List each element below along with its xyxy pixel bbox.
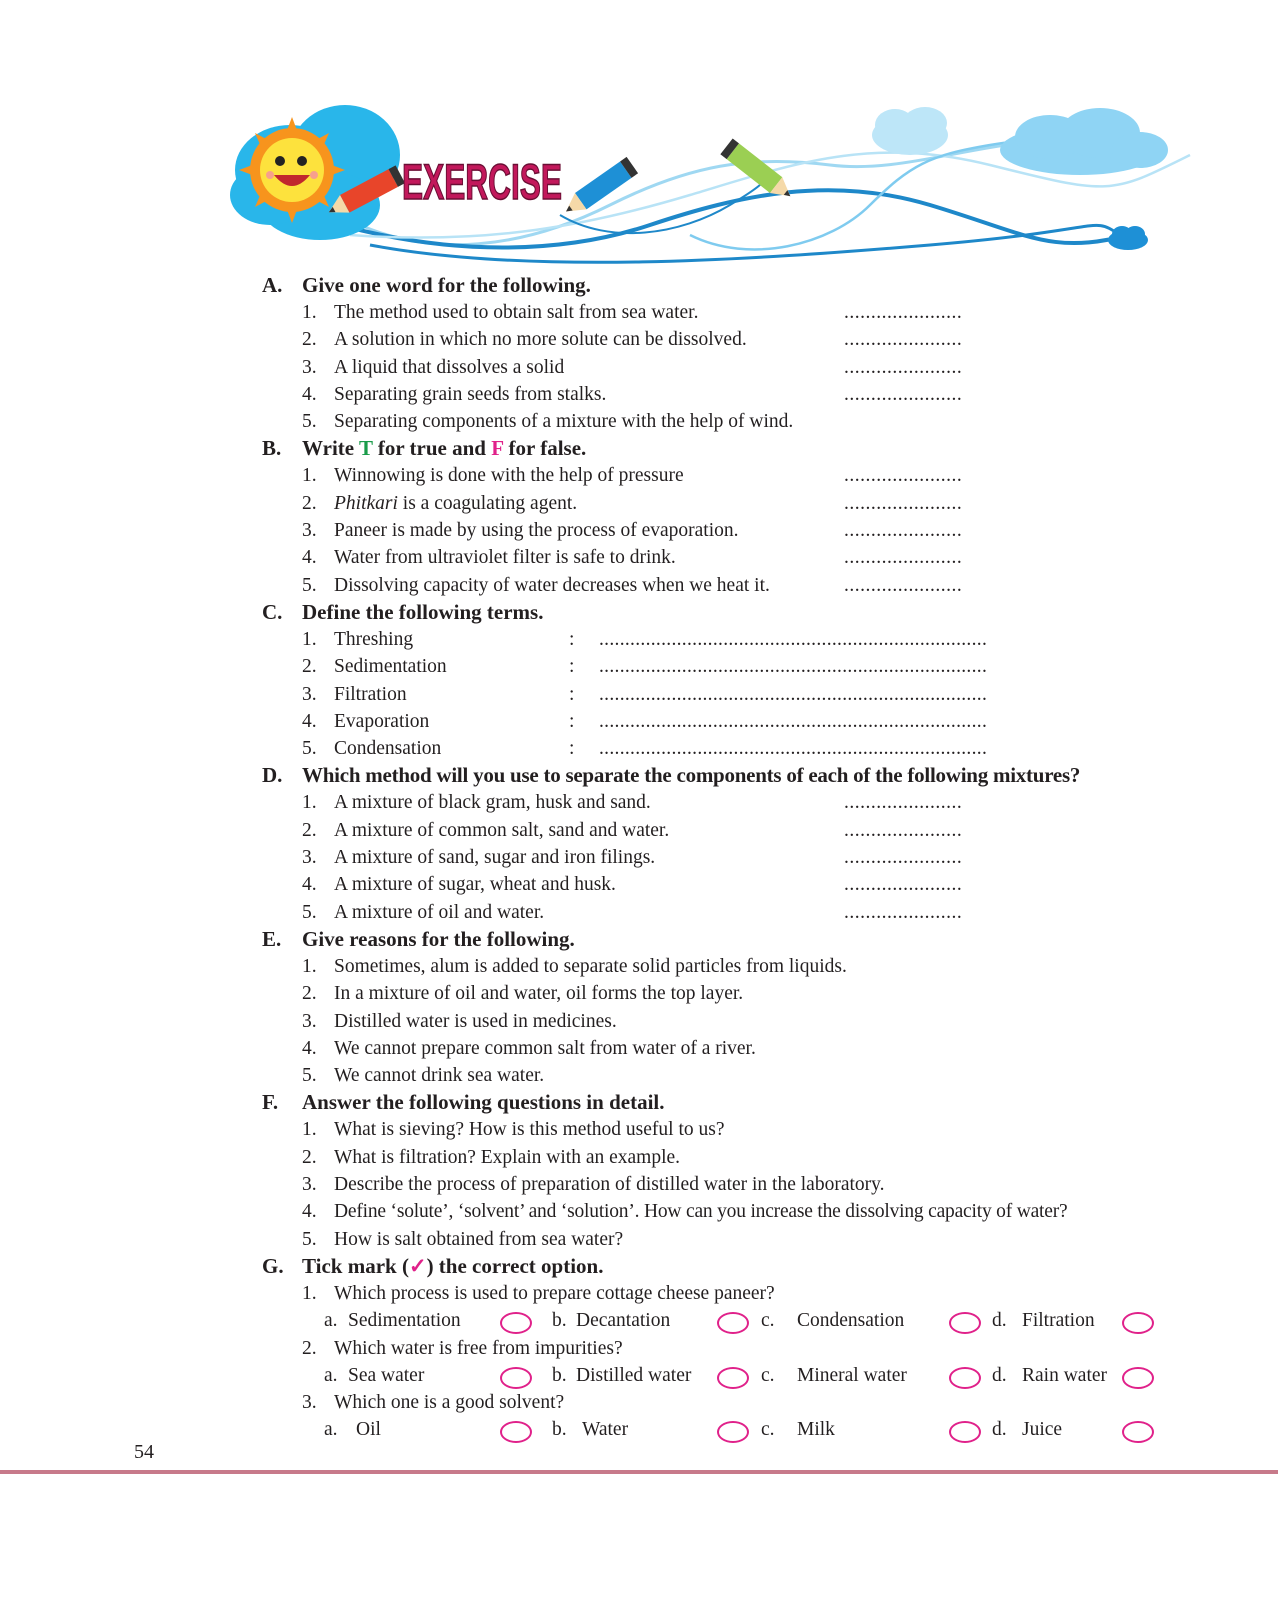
option-text: Oil <box>356 1419 381 1441</box>
question-text: Which process is used to prepare cottage cheese paneer? <box>334 1282 775 1304</box>
option-letter: d. <box>992 1419 1007 1441</box>
option-letter: d. <box>992 1364 1007 1386</box>
option-letter: a. <box>324 1364 338 1386</box>
exercise-banner <box>230 95 1220 275</box>
item-number: 2. <box>302 492 317 514</box>
option-text: Milk <box>797 1419 835 1441</box>
question-text: A mixture of common salt, sand and water. <box>334 819 670 841</box>
option-letter: a. <box>324 1419 338 1441</box>
bottom-rule <box>0 1470 1278 1474</box>
question-text: A mixture of black gram, husk and sand. <box>334 792 651 814</box>
section-f-heading <box>262 1089 1222 1116</box>
option-c[interactable] <box>761 1362 907 1389</box>
list-item <box>262 871 1222 898</box>
list-item <box>262 1116 1222 1143</box>
item-number: 1. <box>302 302 317 323</box>
answer-line[interactable]: ........................................................................... <box>599 628 988 650</box>
term-text: Threshing <box>334 628 414 650</box>
option-letter: c. <box>761 1364 775 1386</box>
item-number: 1. <box>302 955 317 977</box>
item-number: 5. <box>302 1065 317 1087</box>
item-number: 1. <box>302 628 317 650</box>
tick-mark-icon: ✓ <box>408 1253 427 1278</box>
item-number: 2. <box>302 983 317 1005</box>
list-item <box>262 653 1222 680</box>
section-title: Give reasons for the following. <box>302 926 575 951</box>
list-item <box>262 789 1222 816</box>
question-text: Which water is free from impurities? <box>334 1337 623 1359</box>
option-text: Juice <box>1022 1419 1063 1441</box>
heading-part: Tick mark ( <box>302 1253 409 1278</box>
question-text: What is filtration? Explain with an example. <box>334 1146 681 1168</box>
option-b[interactable] <box>552 1307 670 1334</box>
question-text: Sometimes, alum is added to separate solid particles from liquids. <box>334 955 847 977</box>
answer-circle[interactable] <box>1122 1367 1154 1389</box>
heading-part: Write <box>302 436 359 461</box>
item-number: 4. <box>302 383 317 405</box>
item-number: 3. <box>302 520 317 542</box>
answer-circle[interactable] <box>949 1367 981 1389</box>
item-number: 1. <box>302 1282 317 1304</box>
question-text: A mixture of sugar, wheat and husk. <box>334 874 616 896</box>
answer-line[interactable]: ........................................................................... <box>599 656 988 678</box>
question-text: Water from ultraviolet filter is safe to drink. <box>334 547 676 569</box>
item-number: 4. <box>302 547 317 569</box>
option-b[interactable] <box>552 1362 691 1389</box>
question-text: The method used to obtain salt from sea water. <box>334 302 699 323</box>
section-title: Define the following terms. <box>302 599 544 624</box>
option-letter: d. <box>992 1310 1007 1332</box>
colon: : <box>569 738 575 760</box>
question-text: In a mixture of oil and water, oil forms the top layer. <box>334 983 744 1005</box>
option-a[interactable] <box>324 1307 461 1334</box>
option-text: Decantation <box>576 1310 671 1332</box>
colon: : <box>569 683 575 705</box>
answer-circle[interactable] <box>500 1312 532 1334</box>
item-number: 5. <box>302 901 317 923</box>
question-text-rest: is a coagulating agent. <box>397 492 578 514</box>
section-title <box>302 435 586 462</box>
item-number: 5. <box>302 574 317 596</box>
item-number: 4. <box>302 710 317 732</box>
section-title <box>302 1253 603 1280</box>
term-text: Filtration <box>334 683 407 705</box>
question-text: We cannot drink sea water. <box>334 1065 545 1087</box>
list-item <box>262 1144 1222 1171</box>
item-number: 1. <box>302 465 317 487</box>
mcq-question <box>262 1280 1222 1307</box>
question-text: Separating components of a mixture with the help of wind. <box>334 411 794 433</box>
answer-circle[interactable] <box>500 1421 532 1443</box>
option-d[interactable] <box>992 1307 1095 1334</box>
heading-part: for false. <box>503 436 587 461</box>
green-pencil-icon <box>720 138 796 204</box>
answer-circle[interactable] <box>1122 1312 1154 1334</box>
heading-part: ) the correct option. <box>426 1253 604 1278</box>
option-text: Sea water <box>348 1364 425 1386</box>
list-item <box>262 708 1222 735</box>
question-text: Dissolving capacity of water decreases when we heat it. <box>334 574 770 596</box>
item-number: 4. <box>302 874 317 896</box>
question-text: Separating grain seeds from stalks. <box>334 383 607 405</box>
option-text: Distilled water <box>576 1364 692 1386</box>
list-item <box>262 844 1222 871</box>
list-item <box>262 1062 1222 1089</box>
question-text: A mixture of sand, sugar and iron filings. <box>334 847 656 869</box>
list-item <box>262 899 1222 926</box>
option-letter: c. <box>761 1419 775 1441</box>
section-letter: F. <box>262 1090 279 1115</box>
item-number: 2. <box>302 656 317 678</box>
item-number: 1. <box>302 1119 317 1141</box>
section-d-heading <box>262 762 1222 789</box>
item-number: 1. <box>302 792 317 814</box>
list-item <box>262 517 1222 544</box>
section-letter: C. <box>262 599 283 624</box>
question-text: Which one is a good solvent? <box>334 1392 565 1414</box>
item-number: 3. <box>302 683 317 705</box>
option-letter: b. <box>552 1419 567 1441</box>
answer-circle[interactable] <box>500 1367 532 1389</box>
item-number: 2. <box>302 329 317 351</box>
colon: : <box>569 628 575 650</box>
question-text: Describe the process of preparation of distilled water in the laboratory. <box>334 1174 885 1196</box>
option-text: Condensation <box>797 1310 905 1332</box>
list-item <box>262 544 1222 571</box>
answer-line[interactable]: ........................................................................... <box>599 738 988 760</box>
option-a[interactable] <box>324 1416 381 1443</box>
answer-blank[interactable]: ...................... <box>844 329 963 351</box>
option-letter: b. <box>552 1310 567 1332</box>
list-item <box>262 1008 1222 1035</box>
section-letter: B. <box>262 436 282 461</box>
list-item <box>262 626 1222 653</box>
exercise-title: EXERCISE <box>402 154 562 210</box>
question-text: A mixture of oil and water. <box>334 901 545 923</box>
mcq-options <box>262 1362 1222 1389</box>
list-item <box>262 1035 1222 1062</box>
answer-blank[interactable]: ...................... <box>844 901 963 923</box>
cloud-tiny-icon <box>1108 226 1148 250</box>
term-text: Evaporation <box>334 710 430 732</box>
section-b-heading <box>262 435 1222 462</box>
answer-blank[interactable]: ...................... <box>844 819 963 841</box>
answer-line[interactable]: ........................................................................... <box>599 710 988 732</box>
item-number: 2. <box>302 1337 317 1359</box>
list-item <box>262 354 1222 381</box>
section-letter: A. <box>262 273 283 297</box>
list-item <box>262 817 1222 844</box>
option-c[interactable] <box>761 1307 904 1334</box>
option-d[interactable] <box>992 1362 1107 1389</box>
answer-blank[interactable]: ...................... <box>844 792 963 814</box>
page-number: 54 <box>134 1441 154 1463</box>
section-title: Give one word for the following. <box>302 273 591 297</box>
mcq-question <box>262 1389 1222 1416</box>
list-item <box>262 681 1222 708</box>
exercise-content <box>262 272 1222 1444</box>
list-item <box>262 381 1222 408</box>
item-number: 3. <box>302 356 317 378</box>
option-text: Water <box>582 1419 629 1441</box>
section-a-heading <box>262 272 1222 299</box>
option-text: Rain water <box>1022 1364 1108 1386</box>
answer-blank[interactable]: ...................... <box>844 847 963 869</box>
false-letter: F <box>491 436 504 461</box>
list-item <box>262 953 1222 980</box>
answer-circle[interactable] <box>1122 1421 1154 1443</box>
item-number: 5. <box>302 411 317 433</box>
question-text: How is salt obtained from sea water? <box>334 1228 624 1250</box>
option-text: Sedimentation <box>348 1310 461 1332</box>
option-letter: a. <box>324 1310 338 1332</box>
answer-blank[interactable]: ...................... <box>844 520 963 542</box>
mcq-options <box>262 1307 1222 1334</box>
list-item <box>262 980 1222 1007</box>
option-d[interactable] <box>992 1416 1062 1443</box>
answer-circle[interactable] <box>717 1421 749 1443</box>
question-text: A solution in which no more solute can be dissolved. <box>334 329 747 351</box>
list-item <box>262 326 1222 353</box>
item-number: 5. <box>302 1228 317 1250</box>
option-text: Filtration <box>1022 1310 1095 1332</box>
item-number: 2. <box>302 1146 317 1168</box>
answer-line[interactable]: ........................................................................... <box>599 683 988 705</box>
option-letter: b. <box>552 1364 567 1386</box>
question-text: Winnowing is done with the help of pressure <box>334 465 684 487</box>
list-item <box>262 490 1222 517</box>
option-letter: c. <box>761 1310 775 1332</box>
cloud-right-icon <box>1000 108 1168 175</box>
italic-term: Phitkari <box>334 492 398 514</box>
question-text: A liquid that dissolves a solid <box>334 356 565 378</box>
answer-circle[interactable] <box>949 1312 981 1334</box>
answer-blank[interactable]: ...................... <box>844 874 963 896</box>
list-item <box>262 1226 1222 1253</box>
colon: : <box>569 656 575 678</box>
answer-blank[interactable]: ...................... <box>844 547 963 569</box>
answer-blank[interactable]: ...................... <box>844 574 963 596</box>
answer-blank[interactable]: ...................... <box>844 492 963 514</box>
item-number: 4. <box>302 1201 317 1223</box>
question-text: What is sieving? How is this method useful to us? <box>334 1119 725 1141</box>
question-text: We cannot prepare common salt from water of a river. <box>334 1037 756 1059</box>
term-text: Sedimentation <box>334 656 447 678</box>
answer-circle[interactable] <box>717 1367 749 1389</box>
question-text: Distilled water is used in medicines. <box>334 1010 617 1032</box>
question-text: Paneer is made by using the process of evaporation. <box>334 520 739 542</box>
section-letter: D. <box>262 763 283 788</box>
answer-blank[interactable]: ...................... <box>844 356 963 378</box>
cloud-small-icon <box>872 107 948 155</box>
mcq-options <box>262 1416 1222 1443</box>
colon: : <box>569 710 575 732</box>
question-text <box>334 490 577 517</box>
section-letter: G. <box>262 1253 284 1278</box>
item-number: 3. <box>302 1174 317 1196</box>
section-title: Answer the following questions in detail. <box>302 1090 665 1115</box>
item-number: 3. <box>302 847 317 869</box>
list-item <box>262 462 1222 489</box>
option-text: Mineral water <box>797 1364 907 1386</box>
section-c-heading <box>262 599 1222 626</box>
item-number: 3. <box>302 1010 317 1032</box>
list-item <box>262 408 1222 435</box>
section-title: Which method will you use to separate the components of each of the following mixtures? <box>302 763 1081 788</box>
list-item <box>262 735 1222 762</box>
option-c[interactable] <box>761 1416 835 1443</box>
item-number: 5. <box>302 738 317 760</box>
section-letter: E. <box>262 926 282 951</box>
answer-circle[interactable] <box>949 1421 981 1443</box>
option-b[interactable] <box>552 1416 628 1443</box>
item-number: 2. <box>302 819 317 841</box>
list-item <box>262 299 1222 326</box>
answer-blank[interactable]: ...................... <box>844 302 963 323</box>
heading-part: for true and <box>372 436 492 461</box>
mcq-question <box>262 1335 1222 1362</box>
section-e-heading <box>262 926 1222 953</box>
list-item <box>262 572 1222 599</box>
term-text: Condensation <box>334 738 442 760</box>
section-g-heading <box>262 1253 1222 1280</box>
item-number: 4. <box>302 1037 317 1059</box>
answer-blank[interactable]: ...................... <box>844 465 963 487</box>
question-text: Define ‘solute’, ‘solvent’ and ‘solution’. How can you increase the dissolving capacity of water? <box>334 1201 1068 1223</box>
list-item <box>262 1198 1222 1225</box>
true-letter: T <box>358 436 373 461</box>
list-item <box>262 1171 1222 1198</box>
answer-circle[interactable] <box>717 1312 749 1334</box>
item-number: 3. <box>302 1392 317 1414</box>
option-a[interactable] <box>324 1362 424 1389</box>
answer-blank[interactable]: ...................... <box>844 383 963 405</box>
